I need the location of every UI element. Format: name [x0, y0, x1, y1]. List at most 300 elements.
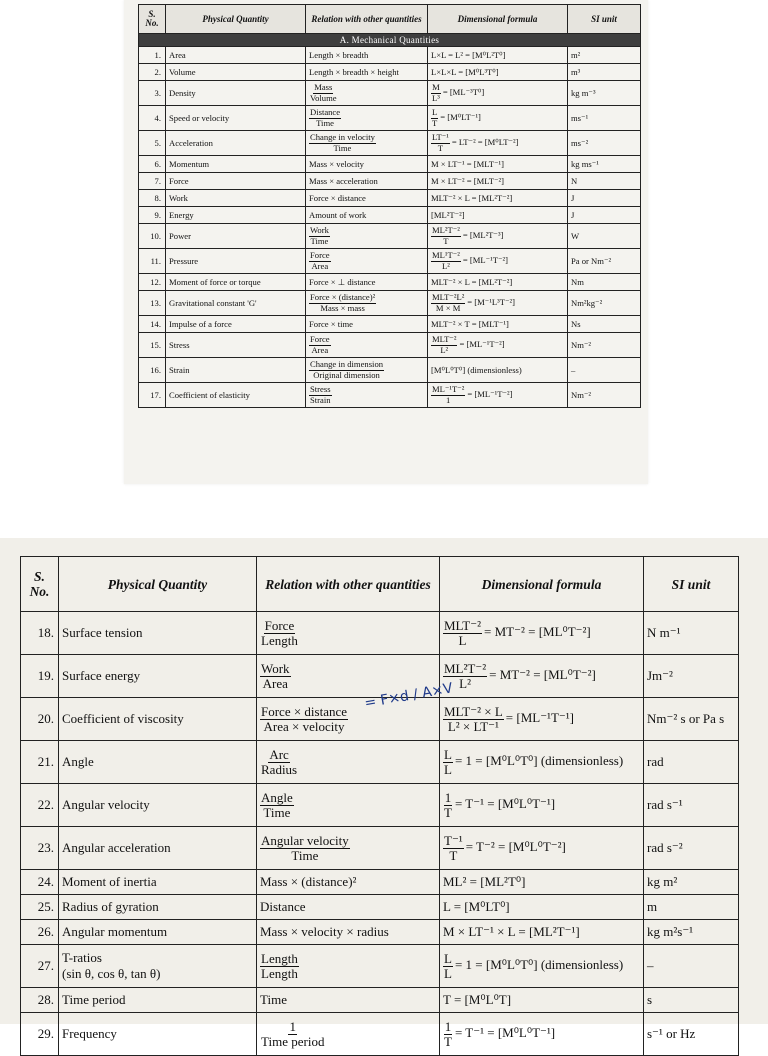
quantity-cell	[166, 207, 306, 224]
table-row	[139, 81, 641, 106]
relation-fraction	[309, 335, 331, 354]
dimension-fraction	[431, 108, 438, 127]
table-row	[139, 156, 641, 173]
dimension-denominator: T	[432, 117, 438, 128]
relation-numerator: Change in dimension	[310, 359, 384, 370]
dimension-fraction	[443, 705, 504, 733]
sno-cell: 21.	[21, 741, 59, 784]
dimension-denominator: T	[449, 847, 458, 863]
table-row	[21, 827, 739, 870]
relation-numerator: Force	[264, 617, 295, 633]
quantities-table-continued	[20, 556, 739, 1056]
sno-cell: 10.	[139, 224, 166, 249]
dimension-cell	[428, 383, 568, 408]
relation-cell: Force × ⊥ distance	[306, 274, 428, 291]
table-header-row	[139, 5, 641, 34]
header-dimensional-formula: Dimensional formula	[428, 5, 568, 34]
sno-cell: 11.	[139, 249, 166, 274]
dimension-fraction	[431, 226, 461, 245]
relation-cell: Amount of work	[306, 207, 428, 224]
si-unit-cell: kg m²s⁻¹	[644, 920, 739, 945]
relation-cell: Force × distance	[306, 190, 428, 207]
dimension-denominator: T	[437, 142, 444, 153]
quantity-cell	[59, 655, 257, 698]
dimension-denominator: L²	[440, 344, 449, 355]
table-row	[139, 249, 641, 274]
relation-denominator: Area	[311, 260, 329, 271]
dimension-cell	[428, 291, 568, 316]
si-unit-cell: Pa or Nm⁻²	[568, 249, 641, 274]
relation-cell	[306, 131, 428, 156]
si-unit-cell: Jm⁻²	[644, 655, 739, 698]
dimension-cell	[440, 612, 644, 655]
quantity-name: Angular momentum	[62, 924, 168, 939]
dimension-denominator: T	[444, 804, 452, 820]
dimension-numerator: L	[444, 950, 452, 966]
relation-cell: Force × time	[306, 316, 428, 333]
header-sno: S. No.	[139, 5, 166, 34]
dimension-numerator: T⁻¹	[444, 832, 463, 848]
quantity-cell	[59, 988, 257, 1013]
dimension-fraction	[431, 335, 457, 354]
quantity-cell	[59, 827, 257, 870]
header-relation: Relation with other quantities	[257, 557, 440, 612]
quantity-cell	[166, 81, 306, 106]
quantity-name: Time period	[62, 992, 126, 1007]
relation-cell	[257, 1013, 440, 1056]
dimension-cell: M × LT⁻¹ = [MLT⁻¹]	[428, 156, 568, 173]
relation-numerator: Force	[310, 250, 330, 261]
relation-cell	[257, 741, 440, 784]
sno-cell: 17.	[139, 383, 166, 408]
relation-cell	[306, 383, 428, 408]
dimension-result: = [ML²T⁻³]	[462, 229, 504, 240]
table-row	[21, 920, 739, 945]
si-unit-cell: s⁻¹ or Hz	[644, 1013, 739, 1056]
relation-fraction	[260, 748, 298, 776]
dimension-result: = [ML⁻¹T⁻²]	[462, 254, 508, 265]
relation-fraction	[260, 705, 348, 733]
quantity-cell	[59, 698, 257, 741]
dimension-numerator: ML²T⁻²	[432, 225, 460, 236]
quantity-name: Angle	[62, 754, 94, 769]
table-row	[139, 383, 641, 408]
quantity-cell	[166, 173, 306, 190]
dimension-denominator: T	[443, 235, 449, 246]
quantity-cell	[59, 945, 257, 988]
dimension-cell	[440, 945, 644, 988]
sno-cell: 3.	[139, 81, 166, 106]
quantity-name: Energy	[169, 210, 194, 220]
relation-fraction	[260, 791, 294, 819]
sno-cell: 26.	[21, 920, 59, 945]
quantity-name: Frequency	[62, 1026, 117, 1041]
relation-numerator: Force	[310, 334, 330, 345]
handwritten-note: = F×d / A×V	[363, 680, 455, 712]
table-row	[139, 333, 641, 358]
relation-fraction	[309, 83, 338, 102]
relation-fraction	[260, 834, 350, 862]
dimension-numerator: ML⁻¹T⁻²	[432, 384, 465, 395]
table-row	[21, 741, 739, 784]
quantity-cell	[166, 131, 306, 156]
dimension-denominator: L³	[432, 92, 440, 103]
header-dimensional-formula: Dimensional formula	[440, 557, 644, 612]
sno-cell: 20.	[21, 698, 59, 741]
quantity-cell	[166, 249, 306, 274]
sno-cell: 6.	[139, 156, 166, 173]
table-row	[139, 224, 641, 249]
relation-fraction	[309, 108, 341, 127]
relation-denominator: Radius	[261, 761, 298, 777]
header-physical-quantity: Physical Quantity	[166, 5, 306, 34]
relation-fraction	[260, 1020, 325, 1048]
quantity-name: Moment of inertia	[62, 874, 157, 889]
sno-cell: 2.	[139, 64, 166, 81]
quantity-name: Angular velocity	[62, 797, 150, 812]
table-row	[21, 988, 739, 1013]
sno-cell: 23.	[21, 827, 59, 870]
si-unit-cell: Ns	[568, 316, 641, 333]
table-row	[139, 274, 641, 291]
quantity-cell	[166, 224, 306, 249]
quantity-cell	[59, 784, 257, 827]
table-row	[21, 612, 739, 655]
relation-cell	[257, 612, 440, 655]
dimension-result: = T⁻¹ = [M⁰L⁰T⁻¹]	[454, 1024, 556, 1040]
quantity-cell	[166, 64, 306, 81]
dimension-cell: MLT⁻² × L = [ML²T⁻²]	[428, 190, 568, 207]
quantity-name: Coefficient of viscosity	[62, 711, 184, 726]
si-unit-cell: Nm	[568, 274, 641, 291]
si-unit-cell: rad	[644, 741, 739, 784]
dimension-denominator: L²	[442, 260, 450, 271]
dimension-fraction	[431, 83, 441, 102]
dimension-result: = MT⁻² = [ML⁰T⁻²]	[484, 623, 591, 639]
dimension-cell: T = [M⁰L⁰T]	[440, 988, 644, 1013]
dimension-fraction	[443, 791, 453, 819]
quantity-cell	[59, 741, 257, 784]
relation-cell	[257, 945, 440, 988]
sno-cell: 15.	[139, 333, 166, 358]
relation-fraction	[260, 619, 299, 647]
dimension-cell	[428, 81, 568, 106]
table-header-row	[21, 557, 739, 612]
dimension-result: = [ML⁻¹T⁻¹]	[505, 709, 574, 725]
relation-cell: Mass × velocity × radius	[257, 920, 440, 945]
quantity-name: Density	[169, 88, 196, 98]
relation-fraction	[309, 133, 376, 152]
si-unit-cell: s	[644, 988, 739, 1013]
quantity-cell	[166, 47, 306, 64]
table-row	[139, 190, 641, 207]
dimension-numerator: 1	[444, 1018, 452, 1034]
quantity-cell	[166, 316, 306, 333]
quantity-name: Gravitational constant 'G'	[169, 298, 257, 308]
bottom-page-scan	[0, 538, 768, 1049]
relation-denominator: Area	[262, 675, 288, 691]
dimension-cell: MLT⁻² × T = [MLT⁻¹]	[428, 316, 568, 333]
quantity-name: Surface tension	[62, 625, 143, 640]
table-row	[139, 316, 641, 333]
quantity-cell	[59, 870, 257, 895]
relation-denominator: Time	[333, 142, 352, 153]
relation-cell: Length × breadth	[306, 47, 428, 64]
relation-denominator: Strain	[310, 394, 331, 405]
sno-cell: 9.	[139, 207, 166, 224]
dimension-cell: [M⁰L⁰T⁰] (dimensionless)	[428, 358, 568, 383]
si-unit-cell: J	[568, 190, 641, 207]
dimension-cell	[440, 827, 644, 870]
section-heading: A. Mechanical Quantities	[139, 34, 641, 47]
relation-fraction	[309, 226, 330, 245]
si-unit-cell: ms⁻¹	[568, 106, 641, 131]
section-heading-row	[139, 34, 641, 47]
dimension-fraction	[443, 834, 464, 862]
relation-denominator: Mass × mass	[320, 302, 365, 313]
header-si-unit: SI unit	[568, 5, 641, 34]
relation-cell	[306, 291, 428, 316]
relation-cell	[257, 698, 440, 741]
dimension-cell: MLT⁻² × L = [ML²T⁻²]	[428, 274, 568, 291]
sno-cell: 16.	[139, 358, 166, 383]
sno-cell: 24.	[21, 870, 59, 895]
dimension-cell	[428, 131, 568, 156]
si-unit-cell: Nm²kg⁻²	[568, 291, 641, 316]
dimension-result: = LT⁻² = [M⁰LT⁻²]	[451, 136, 519, 147]
quantity-cell	[59, 895, 257, 920]
relation-numerator: Change in velocity	[310, 132, 375, 143]
si-unit-cell: Nm⁻² s or Pa s	[644, 698, 739, 741]
relation-numerator: Distance	[310, 107, 341, 118]
dimension-denominator: T	[444, 1033, 452, 1049]
sno-cell: 25.	[21, 895, 59, 920]
relation-cell: Length × breadth × height	[306, 64, 428, 81]
si-unit-cell: m³	[568, 64, 641, 81]
dimension-result: = [ML⁻³T⁰]	[442, 86, 485, 97]
relation-denominator: Length	[261, 965, 298, 981]
top-page-scan	[124, 0, 648, 484]
relation-cell: Time	[257, 988, 440, 1013]
relation-denominator: Time	[263, 804, 291, 820]
relation-fraction	[309, 385, 332, 404]
header-si-unit: SI unit	[644, 557, 739, 612]
relation-numerator: Force × (distance)²	[310, 292, 376, 303]
sno-cell: 27.	[21, 945, 59, 988]
relation-denominator: Time	[310, 235, 329, 246]
relation-cell	[306, 106, 428, 131]
quantity-name: Volume	[169, 67, 196, 77]
dimension-result: = [ML⁻¹T⁻²]	[467, 388, 513, 399]
sno-cell: 1.	[139, 47, 166, 64]
dimension-fraction	[431, 133, 450, 152]
dimension-result: = T⁻¹ = [M⁰L⁰T⁻¹]	[454, 795, 556, 811]
dimension-cell: L×L×L = [M⁰L³T⁰]	[428, 64, 568, 81]
dimension-denominator: L² × LT⁻¹	[447, 718, 499, 734]
dimension-result: = [ML⁻¹T⁻²]	[459, 338, 505, 349]
dimension-cell: ML² = [ML²T⁰]	[440, 870, 644, 895]
relation-numerator: Work	[261, 660, 290, 676]
relation-denominator: Time	[316, 117, 334, 128]
table-row	[139, 358, 641, 383]
dimension-fraction	[443, 619, 482, 647]
sno-cell: 29.	[21, 1013, 59, 1056]
quantity-name: T-ratios	[62, 950, 102, 965]
quantity-cell	[59, 612, 257, 655]
dimension-result: = MT⁻² = [ML⁰T⁻²]	[489, 666, 596, 682]
table-row	[139, 64, 641, 81]
si-unit-cell: kg m⁻³	[568, 81, 641, 106]
relation-numerator: Angular velocity	[261, 832, 349, 848]
relation-cell: Mass × acceleration	[306, 173, 428, 190]
relation-numerator: 1	[289, 1018, 296, 1034]
si-unit-cell: –	[568, 358, 641, 383]
dimension-cell: [ML²T⁻²]	[428, 207, 568, 224]
dimension-result: = T⁻² = [M⁰L⁰T⁻²]	[465, 838, 566, 854]
dimension-cell	[428, 106, 568, 131]
si-unit-cell: kg ms⁻¹	[568, 156, 641, 173]
header-physical-quantity: Physical Quantity	[59, 557, 257, 612]
relation-fraction	[309, 251, 331, 270]
relation-cell	[306, 224, 428, 249]
dimension-numerator: LT⁻¹	[432, 132, 449, 143]
relation-cell: Mass × velocity	[306, 156, 428, 173]
dimension-numerator: MLT⁻²	[432, 334, 457, 345]
quantity-name: Impulse of a force	[169, 319, 232, 329]
dimension-numerator: MLT⁻²	[444, 617, 482, 633]
dimension-result: = 1 = [M⁰L⁰T⁰] (dimensionless)	[454, 956, 624, 972]
dimension-numerator: L	[432, 107, 438, 118]
si-unit-cell: N	[568, 173, 641, 190]
relation-cell	[257, 784, 440, 827]
relation-numerator: Arc	[269, 746, 289, 762]
table-row	[139, 131, 641, 156]
relation-fraction	[260, 952, 299, 980]
table-row	[21, 945, 739, 988]
si-unit-cell: m	[644, 895, 739, 920]
sno-cell: 4.	[139, 106, 166, 131]
sno-cell: 14.	[139, 316, 166, 333]
si-unit-cell: N m⁻¹	[644, 612, 739, 655]
sno-cell: 13.	[139, 291, 166, 316]
relation-numerator: Force × distance	[261, 703, 348, 719]
quantity-name: Momentum	[169, 159, 210, 169]
relation-denominator: Length	[261, 632, 298, 648]
quantity-cell	[166, 333, 306, 358]
quantity-cell	[166, 106, 306, 131]
dimension-denominator: L	[444, 761, 452, 777]
relation-fraction	[260, 662, 291, 690]
quantity-name: Coefficient of elasticity	[169, 390, 250, 400]
quantity-name: Power	[169, 231, 191, 241]
dimension-denominator: L	[458, 632, 467, 648]
quantity-name: Angular acceleration	[62, 840, 171, 855]
si-unit-cell: rad s⁻²	[644, 827, 739, 870]
quantity-name: Strain	[169, 365, 190, 375]
relation-numerator: Length	[261, 950, 298, 966]
quantity-cell	[59, 1013, 257, 1056]
quantity-name: Stress	[169, 340, 190, 350]
quantity-cell	[166, 190, 306, 207]
table-row	[21, 870, 739, 895]
sno-cell: 28.	[21, 988, 59, 1013]
relation-cell	[306, 333, 428, 358]
relation-denominator: Area × velocity	[263, 718, 345, 734]
relation-cell: Mass × (distance)²	[257, 870, 440, 895]
table-row	[139, 207, 641, 224]
dimension-cell: M × LT⁻² = [MLT⁻²]	[428, 173, 568, 190]
dimension-cell	[440, 655, 644, 698]
dimension-fraction	[443, 952, 453, 980]
si-unit-cell: m²	[568, 47, 641, 64]
si-unit-cell: ms⁻²	[568, 131, 641, 156]
dimension-cell	[440, 741, 644, 784]
quantity-cell	[166, 358, 306, 383]
si-unit-cell: Nm⁻²	[568, 333, 641, 358]
relation-fraction	[309, 360, 384, 379]
table-row	[139, 47, 641, 64]
header-relation: Relation with other quantities	[306, 5, 428, 34]
dimension-numerator: MLT⁻² × L	[444, 703, 503, 719]
quantity-name: Work	[169, 193, 188, 203]
quantity-name: Speed or velocity	[169, 113, 230, 123]
si-unit-cell: –	[644, 945, 739, 988]
relation-numerator: Stress	[310, 384, 331, 395]
dimension-cell	[440, 1013, 644, 1056]
quantity-cell	[166, 383, 306, 408]
relation-numerator: Mass	[314, 82, 333, 93]
quantity-name: Radius of gyration	[62, 899, 159, 914]
dimension-fraction	[431, 385, 465, 404]
dimension-fraction	[431, 251, 461, 270]
mechanical-quantities-table	[138, 4, 641, 408]
quantity-name: Surface energy	[62, 668, 141, 683]
dimension-denominator: L	[444, 965, 452, 981]
dimension-cell	[428, 224, 568, 249]
table-row	[139, 291, 641, 316]
sno-cell: 7.	[139, 173, 166, 190]
quantity-cell	[166, 156, 306, 173]
sno-cell: 5.	[139, 131, 166, 156]
dimension-denominator: 1	[446, 394, 451, 405]
quantity-name: Moment of force or torque	[169, 277, 261, 287]
quantity-subtext: (sin θ, cos θ, tan θ)	[62, 966, 161, 981]
dimension-cell: L = [M⁰LT⁰]	[440, 895, 644, 920]
dimension-cell: M × LT⁻¹ × L = [ML²T⁻¹]	[440, 920, 644, 945]
si-unit-cell: W	[568, 224, 641, 249]
dimension-result: = 1 = [M⁰L⁰T⁰] (dimensionless)	[454, 752, 624, 768]
dimension-numerator: ML¹T⁻²	[432, 250, 460, 261]
dimension-denominator: M × M	[435, 302, 461, 313]
dimension-numerator: ML²T⁻²	[444, 660, 487, 676]
relation-numerator: Angle	[261, 789, 293, 805]
relation-cell	[306, 249, 428, 274]
relation-cell	[306, 81, 428, 106]
table-row	[21, 1013, 739, 1056]
sno-cell: 18.	[21, 612, 59, 655]
relation-denominator: Original dimension	[313, 369, 380, 380]
si-unit-cell: kg m²	[644, 870, 739, 895]
header-sno: S. No.	[21, 557, 59, 612]
quantity-name: Pressure	[169, 256, 199, 266]
relation-fraction	[309, 293, 376, 312]
dimension-numerator: M	[432, 82, 440, 93]
sno-cell: 19.	[21, 655, 59, 698]
dimension-fraction	[443, 748, 453, 776]
dimension-cell	[428, 333, 568, 358]
relation-cell: Distance	[257, 895, 440, 920]
relation-denominator: Area	[311, 344, 329, 355]
